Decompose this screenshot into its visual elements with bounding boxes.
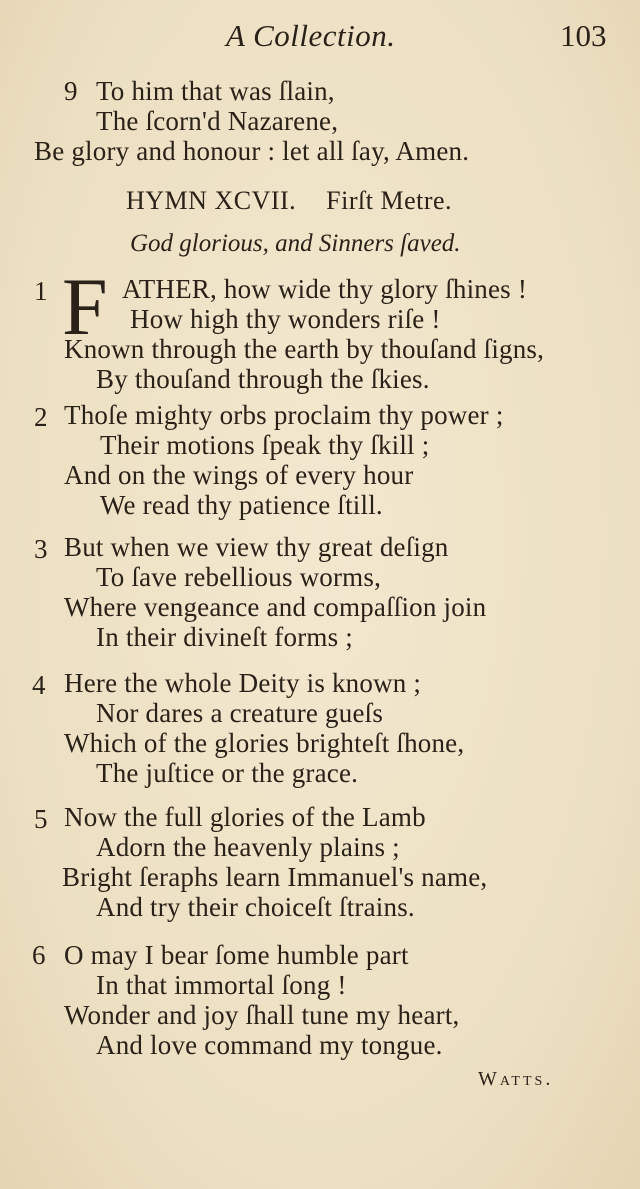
- verse-number: 5: [34, 804, 48, 834]
- verse-number: 1: [34, 276, 48, 306]
- verse-line: Nor dares a creature gueſs: [96, 698, 384, 728]
- verse-line: ATHER, how wide thy glory ſhines !: [122, 274, 528, 304]
- verse-line: And try their choiceſt ſtrains.: [96, 892, 415, 922]
- running-title: A Collection.: [226, 18, 396, 53]
- verse-line: Thoſe mighty orbs proclaim thy power ;: [64, 400, 504, 430]
- verse-number: 3: [34, 534, 48, 564]
- verse-line: To him that was ſlain,: [96, 76, 335, 106]
- verse-line: To ſave rebellious worms,: [96, 562, 382, 592]
- verse-line: Wonder and joy ſhall tune my heart,: [64, 1000, 460, 1030]
- hymn-metre: Firſt Metre.: [326, 186, 453, 215]
- verse-number: 9: [64, 76, 78, 106]
- verse-line: Be glory and honour : let all ſay, Amen.: [34, 136, 470, 166]
- verse-line: Now the full glories of the Lamb: [64, 802, 426, 832]
- verse-line: And love command my tongue.: [96, 1030, 443, 1060]
- hymn-title: HYMN XCVII.: [126, 186, 297, 215]
- verse-line: How high thy wonders riſe !: [130, 304, 441, 334]
- hymn-subtitle: God glorious, and Sinners ſaved.: [130, 230, 461, 257]
- verse-line: The ſcorn'd Nazarene,: [96, 106, 339, 136]
- verse-number: 4: [32, 670, 46, 700]
- verse-line: Known through the earth by thouſand ſigns,: [64, 334, 545, 364]
- verse-line: But when we view thy great deſign: [64, 532, 449, 562]
- verse-line: O may I bear ſome humble part: [64, 940, 409, 970]
- verse-line: Bright ſeraphs learn Immanuel's name,: [62, 862, 488, 892]
- verse-number: 2: [34, 402, 48, 432]
- verse-number: 6: [32, 940, 46, 970]
- drop-cap: F: [62, 261, 108, 352]
- verse-line: Where vengeance and compaſſion join: [64, 592, 487, 622]
- verse-line: The juſtice or the grace.: [96, 758, 359, 788]
- verse-line: In that immortal ſong !: [96, 970, 347, 1000]
- verse-line: And on the wings of every hour: [64, 460, 414, 490]
- verse-line: Adorn the heavenly plains ;: [96, 832, 400, 862]
- hymn-author: Watts.: [478, 1068, 554, 1090]
- verse-line: By thouſand through the ſkies.: [96, 364, 430, 394]
- verse-line: Their motions ſpeak thy ſkill ;: [100, 430, 430, 460]
- verse-line: We read thy patience ſtill.: [100, 490, 383, 520]
- verse-line: Which of the glories brighteſt ſhone,: [64, 728, 465, 758]
- verse-line: Here the whole Deity is known ;: [64, 668, 422, 698]
- running-head: [0, 18, 640, 58]
- verse-line: In their divineſt forms ;: [96, 622, 353, 652]
- page-number: 103: [560, 18, 607, 53]
- hymn-heading: [126, 186, 452, 216]
